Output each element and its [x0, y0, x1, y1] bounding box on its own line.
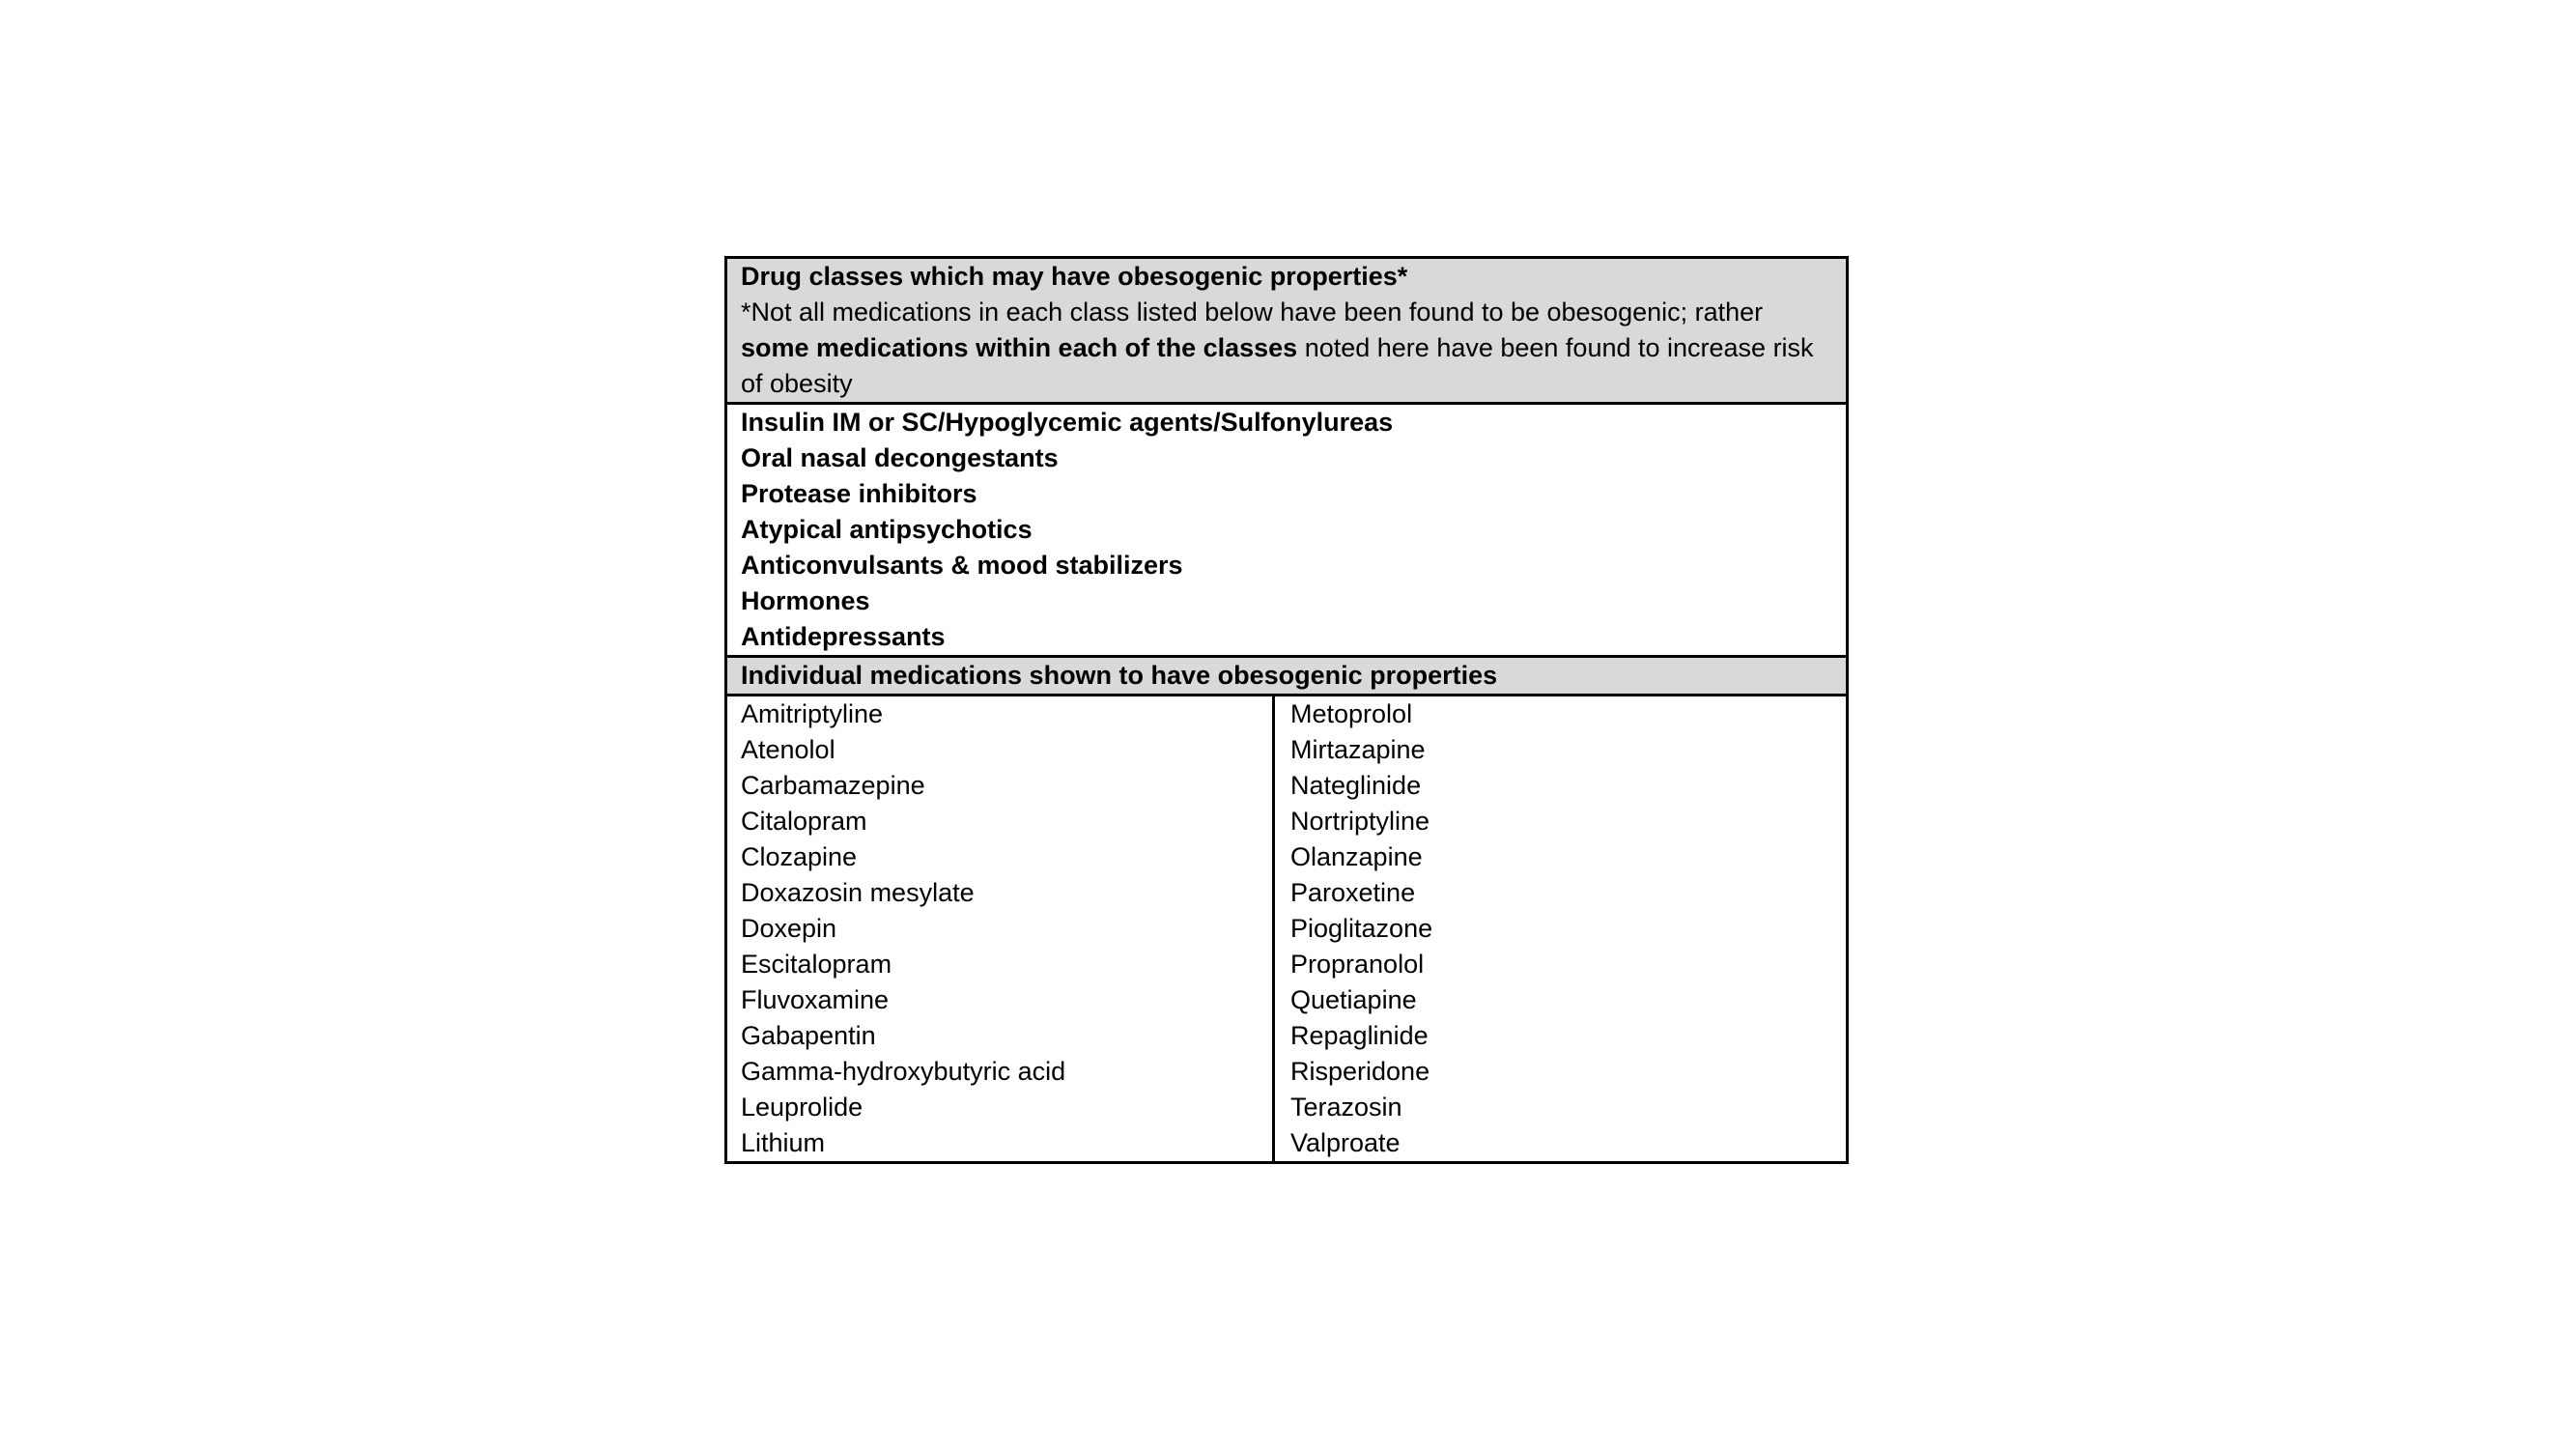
medication-item: Doxepin	[741, 914, 837, 943]
medication-item: Quetiapine	[1290, 985, 1417, 1014]
medications-left-column	[727, 696, 1275, 1161]
drug-class-item: Protease inhibitors	[741, 479, 977, 508]
medication-item: Propranolol	[1290, 950, 1425, 979]
note-text-end: noted here have been found to increase risk of obesity	[741, 333, 1814, 398]
medication-item: Carbamazepine	[741, 771, 925, 800]
medication-item: Lithium	[741, 1128, 826, 1157]
medication-item: Risperidone	[1290, 1057, 1430, 1086]
medication-item: Valproate	[1290, 1128, 1401, 1157]
medication-item: Escitalopram	[741, 950, 892, 979]
drug-classes-section	[727, 405, 1846, 658]
medication-item: Atenolol	[741, 735, 835, 764]
medication-item: Olanzapine	[1290, 842, 1423, 871]
obesogenic-drugs-table	[724, 256, 1849, 1164]
drug-class-item: Oral nasal decongestants	[741, 443, 1059, 472]
medication-item: Gamma-hydroxybutyric acid	[741, 1057, 1066, 1086]
medication-item: Pioglitazone	[1290, 914, 1433, 943]
medication-item: Nateglinide	[1290, 771, 1422, 800]
medication-item: Doxazosin mesylate	[741, 878, 975, 907]
table-note	[741, 295, 1832, 402]
medication-item: Citalopram	[741, 807, 867, 836]
medication-item: Fluvoxamine	[741, 985, 890, 1014]
medication-item: Amitriptyline	[741, 699, 884, 728]
medication-item: Leuprolide	[741, 1093, 863, 1122]
medications-header-label: Individual medications shown to have obesogenic properties	[741, 661, 1498, 690]
medication-item: Repaglinide	[1290, 1021, 1429, 1050]
medication-item: Clozapine	[741, 842, 858, 871]
drug-class-item: Antidepressants	[741, 622, 946, 651]
table-header-section	[727, 259, 1846, 405]
drug-class-item: Hormones	[741, 586, 870, 615]
medication-item: Terazosin	[1290, 1093, 1402, 1122]
drug-class-item: Insulin IM or SC/Hypoglycemic agents/Sulfonylureas	[741, 408, 1394, 437]
note-text-bold: some medications within each of the classes	[741, 333, 1298, 362]
drug-class-item: Atypical antipsychotics	[741, 515, 1033, 544]
medication-item: Metoprolol	[1290, 699, 1413, 728]
table-title: Drug classes which may have obesogenic properties*	[741, 262, 1408, 291]
medication-item: Mirtazapine	[1290, 735, 1426, 764]
medication-item: Gabapentin	[741, 1021, 876, 1050]
medications-header	[727, 658, 1846, 696]
drug-class-item: Anticonvulsants & mood stabilizers	[741, 551, 1183, 580]
medication-item: Nortriptyline	[1290, 807, 1430, 836]
medication-item: Paroxetine	[1290, 878, 1416, 907]
note-text-start: *Not all medications in each class listed below have been found to be obesogenic; rather	[741, 298, 1764, 327]
medications-grid	[727, 696, 1846, 1161]
medications-right-column	[1275, 696, 1846, 1161]
